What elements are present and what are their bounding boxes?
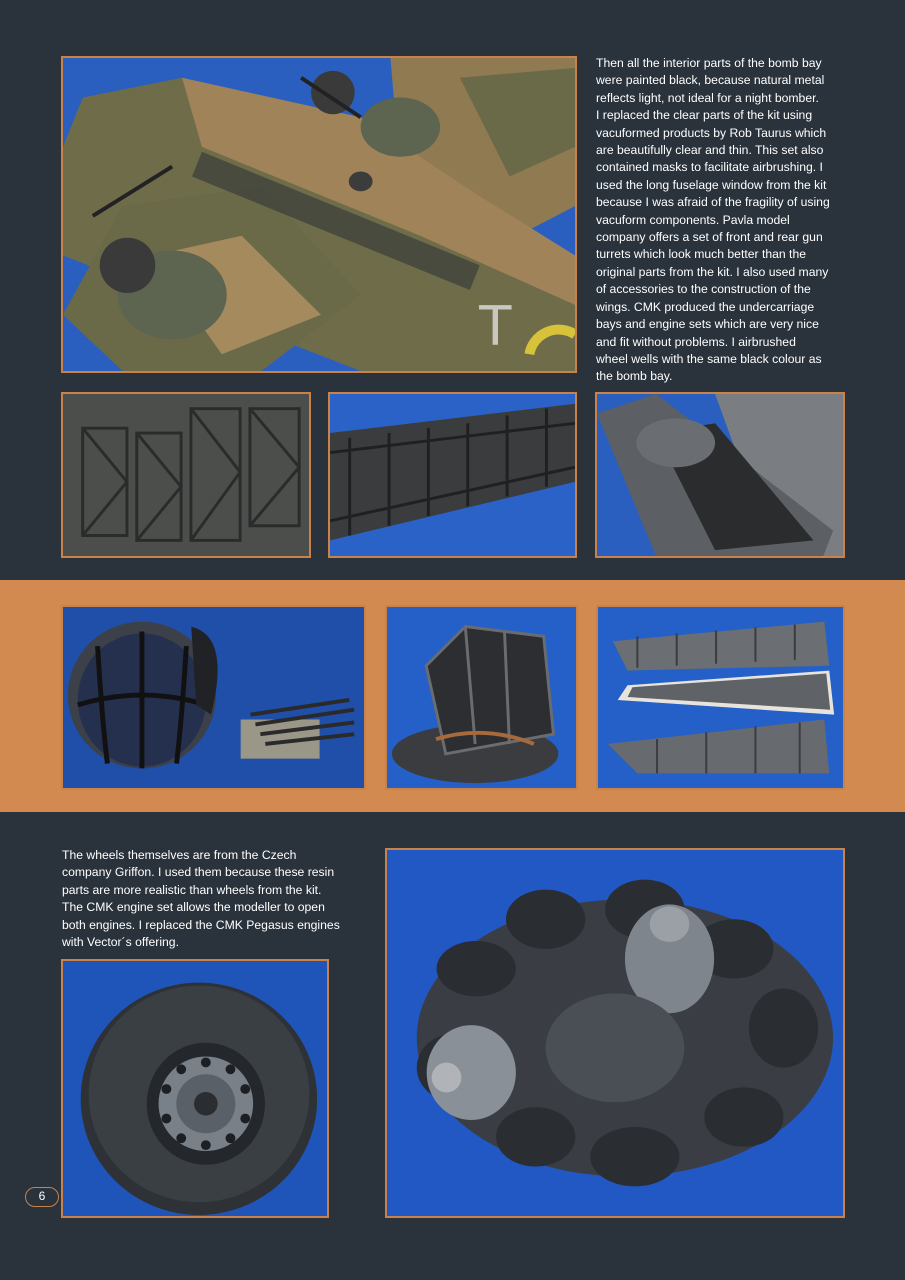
wing-panels-photo [596, 605, 845, 790]
radial-engine-photo [385, 848, 845, 1218]
bomb-bay-frames-photo [61, 392, 311, 558]
bomber-model-photo [61, 56, 577, 373]
bomb-bay-structure-photo [328, 392, 577, 558]
gun-turret-photo [61, 605, 366, 790]
wheel-well-photo [595, 392, 845, 558]
article-paragraph-2: The wheels themselves are from the Czech company Griffon. I used them because these resin parts are more realistic than wheels from the kit. The CMK engine set allows the modeller to open both engines. I replaced the CMK Pegasus engines with Vector´s offering. [62, 848, 340, 950]
resin-wheel-photo [61, 959, 329, 1218]
article-paragraph-1: Then all the interior parts of the bomb bay were painted black, because natural metal reflects light, not ideal for a night bomber. I replaced the clear parts of the kit using vacuformed products by Rob Taurus which are beautifully clear and thin. This set also contained masks to facilitate airbrushing. I used the long fuselage window from the kit because I was afraid of the fragility of using vacuform components. Pavla model company offers a set of front and rear gun turrets which look much better than the original parts from the kit. I also used many of accessories to the construction of the wings. CMK produced the undercarriage bays and engine sets which are very nice and fit without problems. I airbrushed wheel wells with the same black colour as the bomb bay. [596, 56, 830, 384]
fuselage-code-letter: T [477, 293, 513, 358]
cockpit-frame-photo [385, 605, 578, 790]
page-number: 6 [25, 1187, 59, 1207]
